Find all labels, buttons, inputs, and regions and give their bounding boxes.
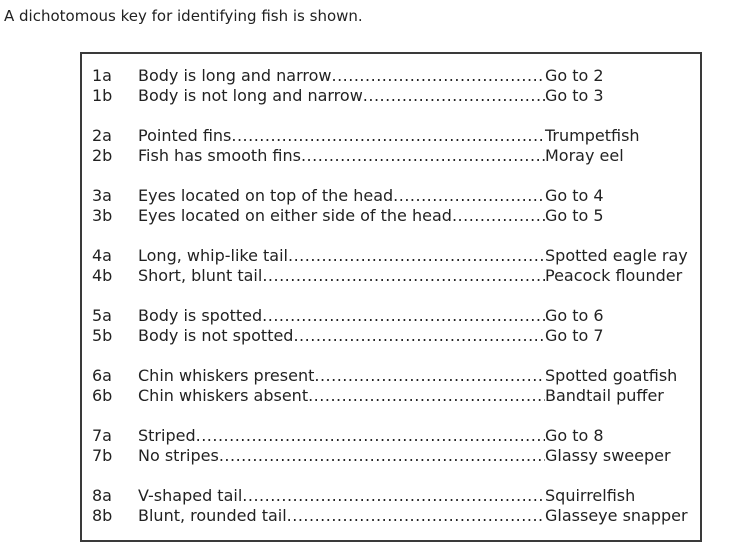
dot-leader xyxy=(332,66,546,86)
step-result: Go to 6 xyxy=(545,306,604,325)
step-description: Body is not long and narrow xyxy=(138,86,363,105)
dot-leader xyxy=(242,486,545,506)
step-result: Moray eel xyxy=(545,146,624,165)
key-pair-8 xyxy=(92,486,698,526)
step-number: 3a xyxy=(92,186,112,205)
dot-leader xyxy=(219,446,545,466)
step-number: 4b xyxy=(92,266,113,285)
key-pair-5 xyxy=(92,306,698,346)
step-number: 2b xyxy=(92,146,113,165)
step-number: 8b xyxy=(92,506,113,525)
dot-leader xyxy=(287,506,545,526)
step-result: Go to 5 xyxy=(545,206,604,225)
step-description: Eyes located on either side of the head xyxy=(138,206,452,225)
intro-text: A dichotomous key for identifying fish is shown. xyxy=(4,7,363,25)
step-description: Body is not spotted xyxy=(138,326,294,345)
dot-leader xyxy=(393,186,545,206)
key-row-7a xyxy=(92,426,698,446)
step-result: Go to 3 xyxy=(545,86,604,105)
dot-leader xyxy=(452,206,545,226)
step-result: Bandtail puffer xyxy=(545,386,664,405)
key-pair-6 xyxy=(92,366,698,406)
key-pair-2 xyxy=(92,126,698,166)
step-result: Spotted goatfish xyxy=(545,366,678,385)
step-description: Chin whiskers present xyxy=(138,366,315,385)
key-pair-1 xyxy=(92,66,698,106)
key-row-2a xyxy=(92,126,698,146)
step-result: Peacock flounder xyxy=(545,266,683,285)
dot-leader xyxy=(301,146,545,166)
step-number: 2a xyxy=(92,126,112,145)
step-result: Glasseye snapper xyxy=(545,506,688,525)
step-number: 5b xyxy=(92,326,113,345)
step-number: 1a xyxy=(92,66,112,85)
dot-leader xyxy=(231,126,545,146)
dot-leader xyxy=(293,326,545,346)
key-row-2b xyxy=(92,146,698,166)
step-description: Blunt, rounded tail xyxy=(138,506,287,525)
dot-leader xyxy=(314,366,545,386)
step-number: 8a xyxy=(92,486,112,505)
step-number: 1b xyxy=(92,86,113,105)
key-row-4a xyxy=(92,246,698,266)
key-row-8a xyxy=(92,486,698,506)
dot-leader xyxy=(288,246,545,266)
dot-leader xyxy=(308,386,545,406)
step-number: 7a xyxy=(92,426,112,445)
step-result: Trumpetfish xyxy=(545,126,640,145)
step-result: Go to 2 xyxy=(545,66,604,85)
key-row-1a xyxy=(92,66,698,86)
key-row-6a xyxy=(92,366,698,386)
key-row-3a xyxy=(92,186,698,206)
dot-leader xyxy=(262,306,545,326)
step-result: Go to 4 xyxy=(545,186,604,205)
key-row-6b xyxy=(92,386,698,406)
key-row-4b xyxy=(92,266,698,286)
key-row-1b xyxy=(92,86,698,106)
key-pair-3 xyxy=(92,186,698,226)
key-row-5a xyxy=(92,306,698,326)
step-description: Fish has smooth fins xyxy=(138,146,301,165)
step-number: 7b xyxy=(92,446,113,465)
step-number: 6a xyxy=(92,366,112,385)
step-description: Striped xyxy=(138,426,196,445)
key-row-3b xyxy=(92,206,698,226)
step-description: Long, whip-like tail xyxy=(138,246,288,265)
step-result: Go to 7 xyxy=(545,326,604,345)
key-pair-7 xyxy=(92,426,698,466)
step-result: Go to 8 xyxy=(545,426,604,445)
step-result: Glassy sweeper xyxy=(545,446,671,465)
step-result: Spotted eagle ray xyxy=(545,246,688,265)
key-row-7b xyxy=(92,446,698,466)
step-result: Squirrelfish xyxy=(545,486,636,505)
step-description: Body is long and narrow xyxy=(138,66,332,85)
step-description: No stripes xyxy=(138,446,219,465)
step-description: Short, blunt tail xyxy=(138,266,263,285)
step-description: Pointed fins xyxy=(138,126,232,145)
key-pair-4 xyxy=(92,246,698,286)
step-description: V-shaped tail xyxy=(138,486,243,505)
step-number: 6b xyxy=(92,386,113,405)
step-description: Body is spotted xyxy=(138,306,263,325)
dot-leader xyxy=(363,86,545,106)
key-row-8b xyxy=(92,506,698,526)
step-description: Eyes located on top of the head xyxy=(138,186,394,205)
step-number: 5a xyxy=(92,306,112,325)
step-number: 3b xyxy=(92,206,113,225)
dot-leader xyxy=(196,426,545,446)
key-row-5b xyxy=(92,326,698,346)
dichotomous-key-box xyxy=(80,52,702,542)
dot-leader xyxy=(262,266,545,286)
step-description: Chin whiskers absent xyxy=(138,386,309,405)
step-number: 4a xyxy=(92,246,112,265)
